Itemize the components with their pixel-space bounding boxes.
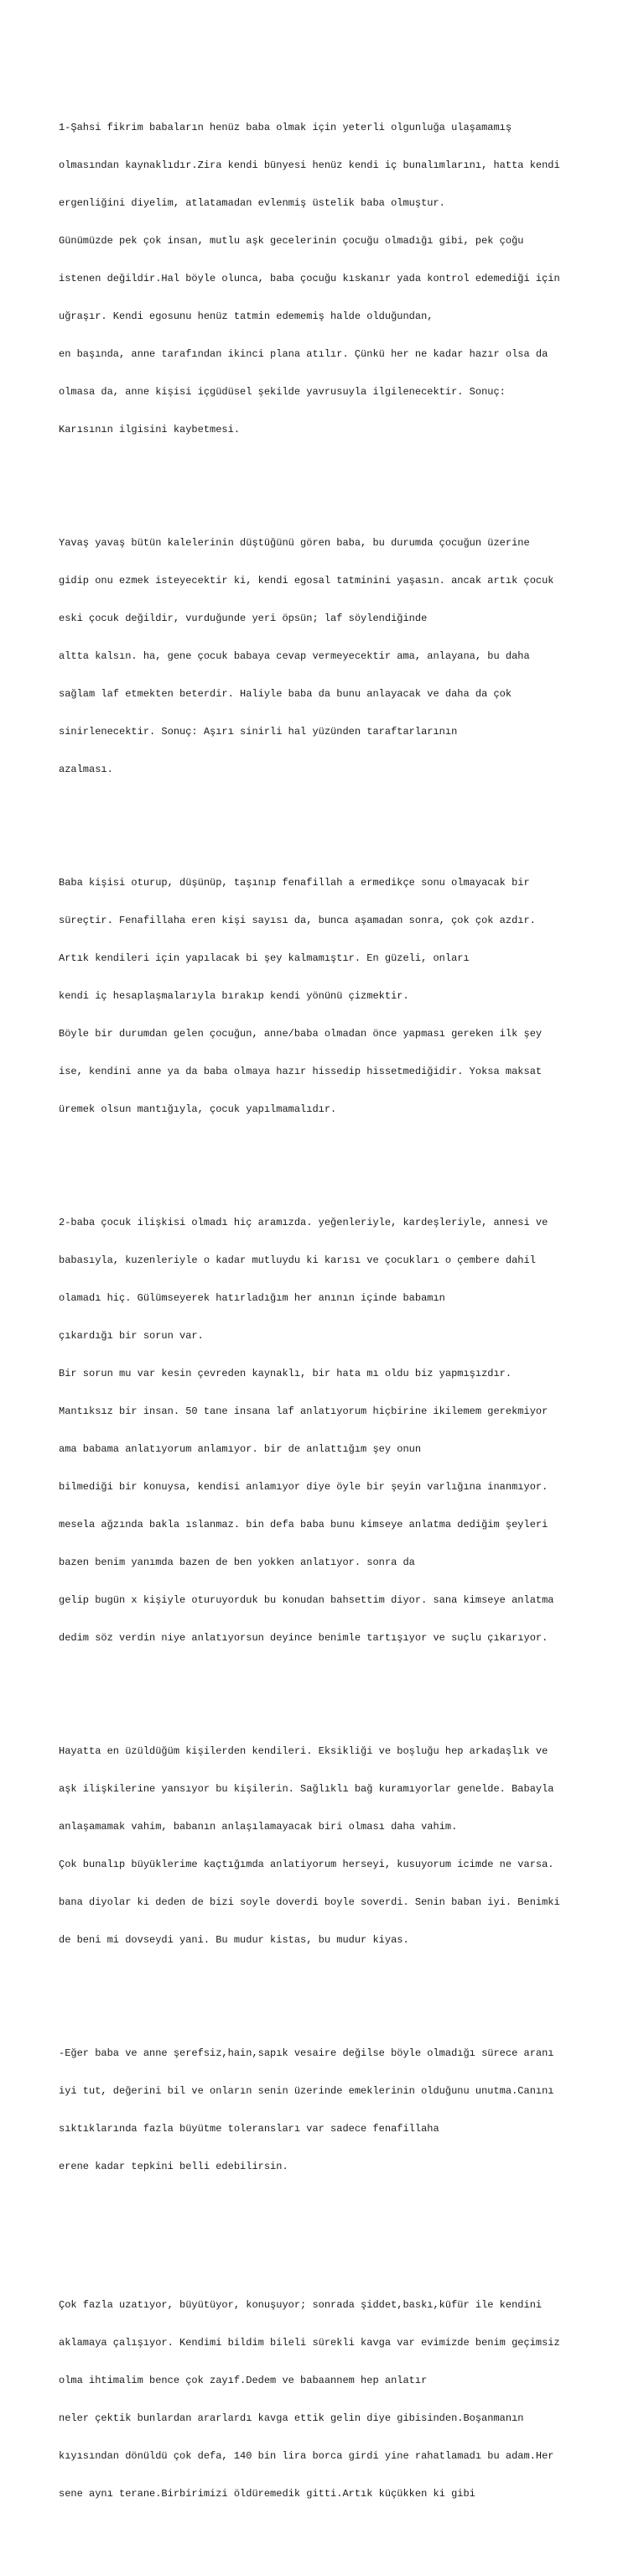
text-line: anlaşamamak vahim, babanın anlaşılamayacak biri olması daha vahim. — [59, 1821, 458, 1833]
text-line: ama babama anlatıyorum anlamıyor. bir de anlattığım şey onun — [59, 1443, 422, 1455]
text-line: ise, kendini anne ya da baba olmaya hazır hissedip hissetmediğidir. Yoksa maksat — [59, 1066, 543, 1077]
text-line: erene kadar tepkini belli edebilirsin. — [59, 2161, 288, 2172]
text-line: dedim söz verdin niye anlatıyorsun deyince benimle tartışıyor ve suçlu çıkarıyor. — [59, 1632, 548, 1644]
text-line: Çok bunalıp büyüklerime kaçtığımda anlatiyorum herseyi, kusuyorum icimde ne varsa. — [59, 1859, 554, 1870]
text-line: bazen benim yanımda bazen de ben yokken anlatıyor. sonra da — [59, 1557, 415, 1568]
paragraph-2 — [59, 512, 627, 801]
text-line: neler çektik bunlardan ararlardı kavga ettik gelin diye gibisinden.Boşanmanın — [59, 2412, 524, 2424]
text-line: gidip onu ezmek isteyecektir ki, kendi egosal tatminini yaşasın. ancak artık çocuk — [59, 575, 554, 587]
text-line: sinirlenecektir. Sonuç: Aşırı sinirli hal yüzünden taraftarlarının — [59, 726, 458, 738]
text-line: çıkardığı bir sorun var. — [59, 1330, 204, 1342]
text-line: de beni mi dovseydi yani. Bu mudur kistas, bu mudur kiyas. — [59, 1934, 409, 1946]
text-line: aklamaya çalışıyor. Kendimi bildim bileli sürekli kavga var evimizde benim geçimsiz — [59, 2337, 560, 2349]
text-line: üremek olsun mantığıyla, çocuk yapılmamalıdır. — [59, 1103, 337, 1115]
text-line: Baba kişisi oturup, düşünüp, taşınıp fenafillah a ermedikçe sonu olmayacak bir — [59, 877, 530, 889]
text-line: Çok fazla uzatıyor, büyütüyor, konuşuyor; sonrada şiddet,baskı,küfür ile kendini — [59, 2299, 543, 2311]
text-line: Mantıksız bir insan. 50 tane insana laf anlatıyorum hiçbirine ikilemem gerekmiyor — [59, 1405, 548, 1417]
text-line: babasıyla, kuzenleriyle o kadar mutluydu ki karısı ve çocukları o çembere dahil — [59, 1254, 536, 1266]
text-line: iyi tut, değerini bil ve onların senin üzerinde emeklerinin olduğunu unutma.Canını — [59, 2085, 554, 2097]
text-line: sıktıklarında fazla büyütme toleransları var sadece fenafillaha — [59, 2123, 439, 2135]
text-line: kendi iç hesaplaşmalarıyla bırakıp kendi yönünü çizmektir. — [59, 990, 409, 1002]
text-line: istenen değildir.Hal böyle olunca, baba çocuğu kıskanır yada kontrol edemediği için — [59, 273, 560, 284]
text-line: olma ihtimalim bence çok zayıf.Dedem ve babaannem hep anlatır — [59, 2375, 428, 2386]
text-line: eski çocuk değildir, vurduğunde yeri öpsün; laf söylendiğinde — [59, 613, 428, 624]
text-line: olamadı hiç. Gülümseyerek hatırladığım her anının içinde babamın — [59, 1292, 445, 1304]
document-body — [59, 59, 627, 2576]
paragraph-7 — [59, 2274, 627, 2526]
text-line: en başında, anne tarafından ikinci plana atılır. Çünkü her ne kadar hazır olsa da — [59, 348, 548, 360]
text-line: Böyle bir durumdan gelen çocuğun, anne/baba olmadan önce yapması gereken ilk şey — [59, 1028, 543, 1040]
text-line: altta kalsın. ha, gene çocuk babaya cevap vermeyecektir ama, anlayana, bu daha — [59, 650, 530, 662]
text-line: Günümüzde pek çok insan, mutlu aşk gecelerinin çocuğu olmadığı gibi, pek çoğu — [59, 235, 524, 247]
text-line: mesela ağzında bakla ıslanmaz. bin defa baba bunu kimseye anlatma dediğim şeyleri — [59, 1519, 548, 1530]
paragraph-4 — [59, 1192, 627, 1670]
text-line: Hayatta en üzüldüğüm kişilerden kendileri. Eksikliği ve boşluğu hep arkadaşlık ve — [59, 1745, 548, 1757]
text-line: kıyısından dönüldü çok defa, 140 bin lira borca girdi yine rahatlamadı bu adam.Her — [59, 2450, 554, 2462]
text-line: Bir sorun mu var kesin çevreden kaynaklı, bir hata mı oldu biz yapmışızdır. — [59, 1368, 512, 1379]
text-line: -Eğer baba ve anne şerefsiz,hain,sapık vesaire değilse böyle olmadığı sürece aranı — [59, 2047, 554, 2059]
text-line: sene aynı terane.Birbirimizi öldüremedik gitti.Artık küçükken ki gibi — [59, 2488, 475, 2500]
text-line: 2-baba çocuk ilişkisi olmadı hiç aramızda. yeğenleriyle, kardeşleriyle, annesi ve — [59, 1217, 548, 1228]
paragraph-5 — [59, 1720, 627, 1972]
text-line: sağlam laf etmekten beterdir. Haliyle baba da bunu anlayacak ve daha da çok — [59, 688, 512, 700]
text-line: uğraşır. Kendi egosunu henüz tatmin edememiş halde olduğundan, — [59, 310, 434, 322]
paragraph-1 — [59, 96, 627, 461]
text-line: olmasa da, anne kişisi içgüdüsel şekilde yavrusuyla ilgilenecektir. Sonuç: — [59, 386, 506, 398]
text-line: Karısının ilgisini kaybetmesi. — [59, 424, 241, 435]
text-line: Artık kendileri için yapılacak bi şey kalmamıştır. En güzeli, onları — [59, 952, 470, 964]
text-line: Yavaş yavaş bütün kalelerinin düştüğünü gören baba, bu durumda çocuğun üzerine — [59, 537, 530, 549]
text-line: 1-Şahsi fikrim babaların henüz baba olmak için yeterli olgunluğa ulaşamamış — [59, 122, 512, 133]
text-line: olmasından kaynaklıdır.Zira kendi bünyesi henüz kendi iç bunalımlarını, hatta kendi — [59, 159, 560, 171]
paragraph-6 — [59, 2022, 627, 2198]
text-line: azalması. — [59, 764, 113, 775]
text-line: ergenliğini diyelim, atlatamadan evlenmiş üstelik baba olmuştur. — [59, 197, 445, 209]
paragraph-3 — [59, 852, 627, 1141]
text-line: gelip bugün x kişiyle oturuyorduk bu konudan bahsettim diyor. sana kimseye anlatma — [59, 1594, 554, 1606]
text-line: bana diyolar ki deden de bizi soyle doverdi boyle soverdi. Senin baban iyi. Benimki — [59, 1896, 560, 1908]
text-line: bilmediği bir konuysa, kendisi anlamıyor diye öyle bir şeyin varlığına inanmıyor. — [59, 1481, 548, 1493]
text-line: süreçtir. Fenafillaha eren kişi sayısı da, bunca aşamadan sonra, çok çok azdır. — [59, 915, 536, 926]
text-line: aşk ilişkilerine yansıyor bu kişilerin. Sağlıklı bağ kuramıyorlar genelde. Babayla — [59, 1783, 554, 1795]
